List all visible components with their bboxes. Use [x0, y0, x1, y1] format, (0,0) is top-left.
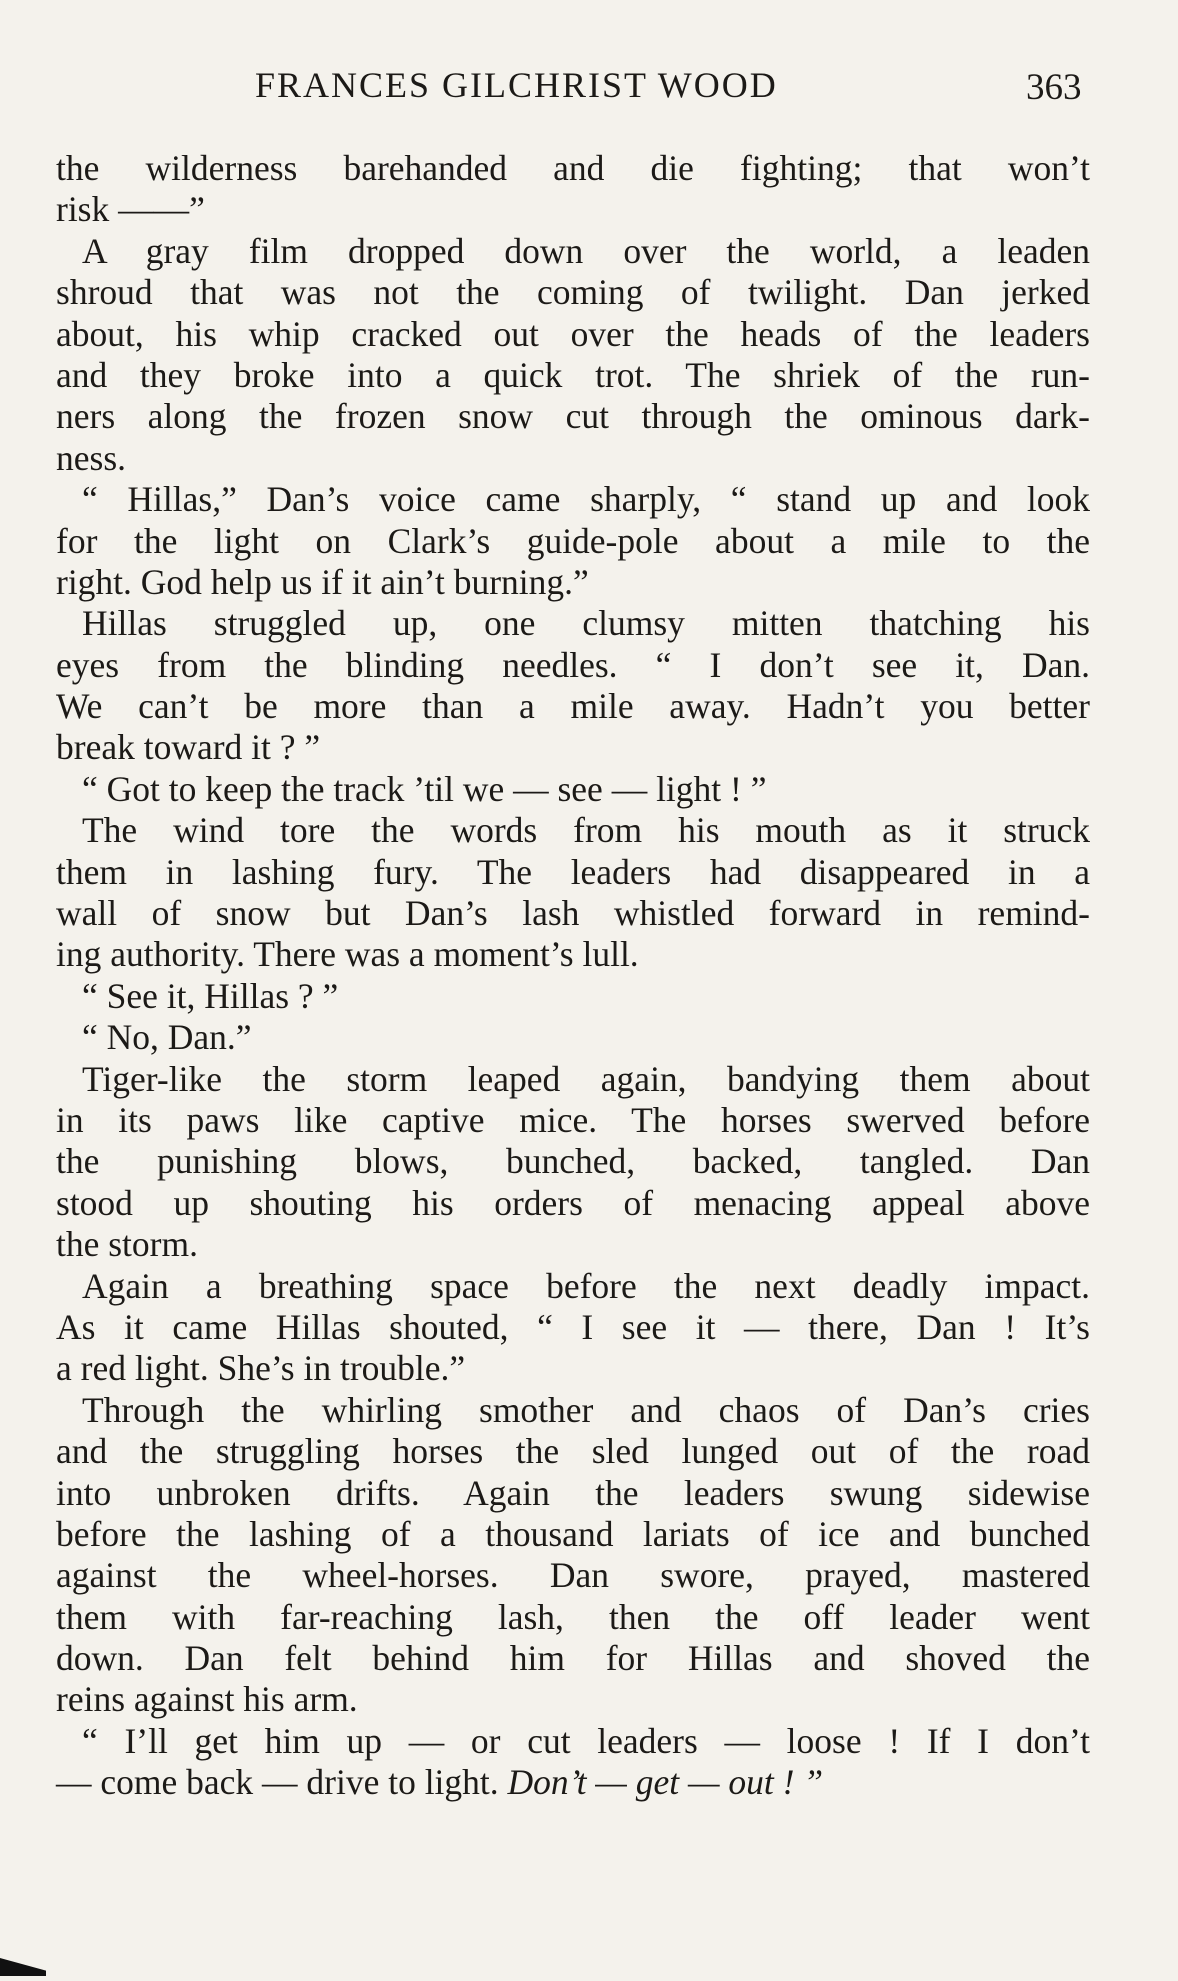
text-line: about, his whip cracked out over the heads of the leaders: [56, 313, 1090, 354]
text-line: We can’t be more than a mile away. Hadn’t you better: [56, 686, 1090, 727]
text-line: stood up shouting his orders of menacing appeal above: [56, 1182, 1090, 1223]
text-line: and the struggling horses the sled lunged out of the road: [56, 1431, 1090, 1472]
text-line: into unbroken drifts. Again the leaders swung sidewise: [56, 1472, 1090, 1513]
final-line-roman: — come back — drive to light.: [56, 1762, 508, 1803]
text-line: wall of snow but Dan’s lash whistled forward in remind-: [56, 893, 1090, 934]
text-line: A gray film dropped down over the world, a leaden: [82, 230, 1090, 271]
text-line: shroud that was not the coming of twilight. Dan jerked: [56, 272, 1090, 313]
text-line-final: [56, 1762, 1090, 1803]
final-line-italic: Don’t — get — out ! ”: [507, 1762, 824, 1803]
text-line: “ Hillas,” Dan’s voice came sharply, “ stand up and look: [82, 479, 1090, 520]
text-line: As it came Hillas shouted, “ I see it — there, Dan ! It’s: [56, 1306, 1090, 1347]
scan-corner-mark: [0, 1958, 46, 1976]
body-text: [56, 148, 1090, 1804]
text-line: ing authority. There was a moment’s lull.: [56, 934, 639, 975]
text-line: against the wheel-horses. Dan swore, prayed, mastered: [56, 1555, 1090, 1596]
text-line: them in lashing fury. The leaders had disappeared in a: [56, 851, 1090, 892]
text-line: Through the whirling smother and chaos of Dan’s cries: [82, 1389, 1090, 1430]
text-line: down. Dan felt behind him for Hillas and shoved the: [56, 1638, 1090, 1679]
text-line: the storm.: [56, 1224, 198, 1265]
text-line: them with far-reaching lash, then the off leader went: [56, 1596, 1090, 1637]
text-line: for the light on Clark’s guide-pole about a mile to the: [56, 520, 1090, 561]
text-line: break toward it ? ”: [56, 727, 321, 768]
running-head: FRANCES GILCHRIST WOOD: [255, 65, 778, 105]
text-line: a red light. She’s in trouble.”: [56, 1348, 466, 1389]
text-line: reins against his arm.: [56, 1679, 358, 1720]
text-line: in its paws like captive mice. The horses swerved before: [56, 1099, 1090, 1140]
text-line: right. God help us if it ain’t burning.”: [56, 561, 589, 602]
text-line: risk ——”: [56, 189, 205, 230]
text-line: Again a breathing space before the next deadly impact.: [82, 1265, 1090, 1306]
text-line: eyes from the blinding needles. “ I don’t see it, Dan.: [56, 644, 1090, 685]
text-line: Tiger-like the storm leaped again, bandying them about: [82, 1058, 1090, 1099]
page-number: 363: [1026, 67, 1082, 108]
text-line: Hillas struggled up, one clumsy mitten thatching his: [82, 603, 1090, 644]
text-line: The wind tore the words from his mouth as it struck: [82, 810, 1090, 851]
text-line: ners along the frozen snow cut through the ominous dark-: [56, 396, 1090, 437]
text-line: the wilderness barehanded and die fighting; that won’t: [56, 148, 1090, 188]
text-line: “ See it, Hillas ? ”: [82, 975, 339, 1016]
text-line: before the lashing of a thousand lariats of ice and bunched: [56, 1513, 1090, 1554]
text-line: “ I’ll get him up — or cut leaders — loose ! If I don’t: [82, 1720, 1090, 1761]
text-line: the punishing blows, bunched, backed, tangled. Dan: [56, 1141, 1090, 1182]
text-line: “ No, Dan.”: [82, 1017, 252, 1058]
text-line: ness.: [56, 437, 127, 478]
text-line: and they broke into a quick trot. The shriek of the run-: [56, 354, 1090, 395]
text-line: “ Got to keep the track ’til we — see — light ! ”: [82, 768, 767, 809]
